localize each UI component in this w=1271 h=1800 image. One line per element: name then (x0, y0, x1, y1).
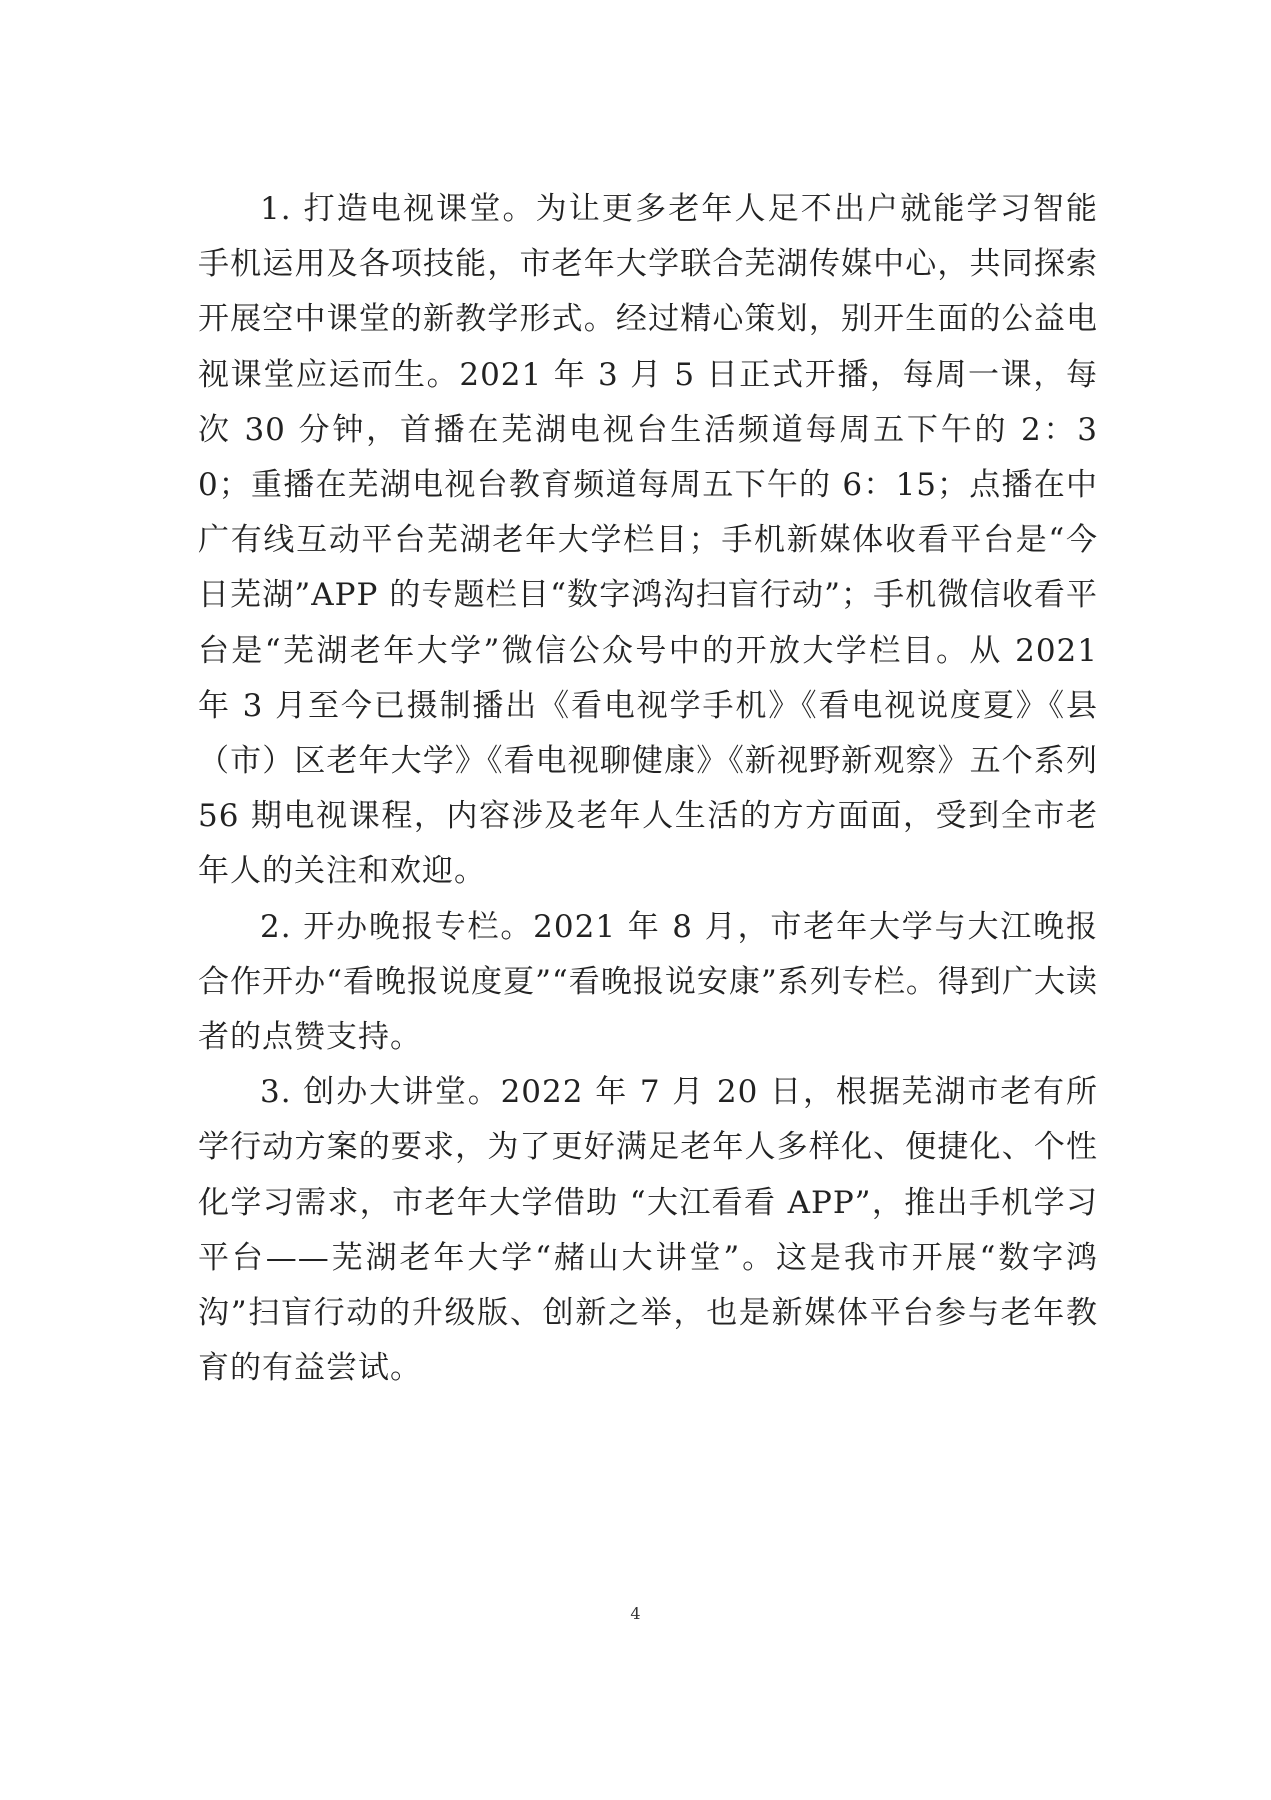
document-body (198, 182, 1098, 1396)
paragraph-newspaper-column: 2. 开办晚报专栏。2021 年 8 月，市老年大学与大江晚报合作开办“看晚报说度夏”“看晚报说安康”系列专栏。得到广大读者的点赞支持。 (198, 908, 1098, 1056)
page-number: 4 (630, 1604, 641, 1623)
paragraph-lecture-hall: 3. 创办大讲堂。2022 年 7 月 20 日，根据芜湖市老有所学行动方案的要求，为了更好满足老年人多样化、便捷化、个性化学习需求，市老年大学借助 “大江看看 APP”，推出手机学习平台——芜湖老年大学“赭山大讲堂”。这是我市开展“数字鸿沟”扫盲行动的升级版、创新之举，也是新媒体平台参与老年教育的有益尝试。 (198, 1074, 1098, 1387)
paragraph-tv-classroom: 1. 打造电视课堂。为让更多老年人足不出户就能学习智能手机运用及各项技能，市老年大学联合芜湖传媒中心，共同探索开展空中课堂的新教学形式。经过精心策划，别开生面的公益电视课堂应运而生。2021 年 3 月 5 日正式开播，每周一课，每次 30 分钟，首播在芜湖电视台生活频道每周五下午的 2：30；重播在芜湖电视台教育频道每周五下午的 6：15；点播在中广有线互动平台芜湖老年大学栏目；手机新媒体收看平台是“今日芜湖”APP 的专题栏目“数字鸿沟扫盲行动”；手机微信收看平台是“芜湖老年大学”微信公众号中的开放大学栏目。从 2021 年 3 月至今已摄制播出《看电视学手机》《看电视说度夏》《县（市）区老年大学》《看电视聊健康》《新视野新观察》五个系列 56 期电视课程，内容涉及老年人生活的方方面面，受到全市老年人的关注和欢迎。 (198, 191, 1098, 890)
